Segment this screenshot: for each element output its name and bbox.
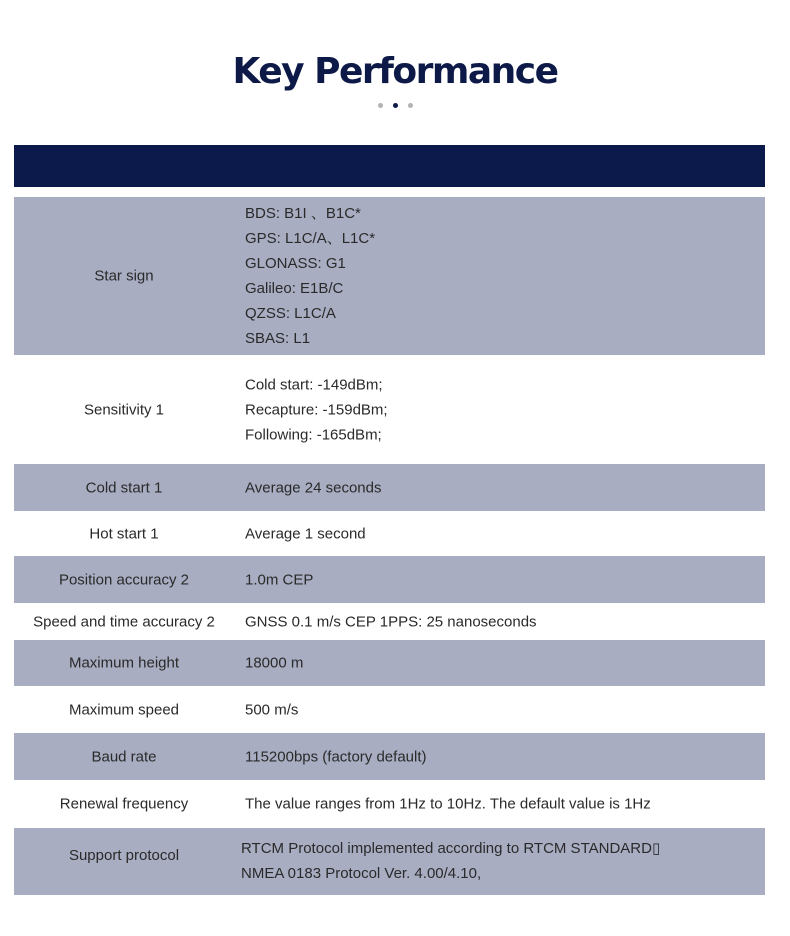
- spec-row-baud-rate: [14, 733, 765, 780]
- spec-row-sensitivity: [14, 355, 765, 464]
- spec-label: Renewal frequency: [59, 795, 189, 813]
- spec-value-line: GLONASS: G1: [245, 255, 346, 272]
- spec-value-line: Cold start: -149dBm;: [245, 376, 383, 393]
- spec-row-support-protocol: [14, 828, 765, 895]
- spec-label: Position accuracy 2: [58, 571, 190, 588]
- spec-value: GNSS 0.1 m/s CEP 1PPS: 25 nanoseconds: [245, 613, 537, 630]
- carousel-dots: [0, 103, 790, 109]
- spec-value-line: QZSS: L1C/A: [245, 305, 336, 322]
- spec-value: 1.0m CEP: [245, 571, 314, 588]
- spec-row-speed-time-accuracy: [14, 603, 765, 640]
- spec-value: [241, 836, 660, 886]
- spec-value: 115200bps (factory default): [245, 748, 427, 765]
- spec-label: Cold start 1: [85, 479, 163, 496]
- spec-label: Star sign: [94, 267, 154, 285]
- spec-value: The value ranges from 1Hz to 10Hz. The default value is 1Hz: [245, 795, 651, 813]
- spec-label: Speed and time accuracy 2: [33, 613, 215, 630]
- spec-label: Sensitivity 1: [83, 401, 165, 418]
- spec-row-renewal-frequency: [14, 780, 765, 828]
- spec-value-line: RTCM Protocol implemented according to RTCM STANDARD▯: [241, 840, 661, 857]
- page-title: Key Performance: [232, 51, 558, 92]
- spec-value: Average 24 seconds: [245, 479, 382, 496]
- spec-value: Average 1 second: [245, 525, 366, 542]
- spec-label: Support protocol: [68, 847, 180, 864]
- spec-value: [245, 372, 388, 447]
- spec-row-star-sign: [14, 197, 765, 355]
- carousel-dot-active[interactable]: [393, 103, 398, 108]
- spec-label: Baud rate: [91, 748, 157, 765]
- spec-row-maximum-speed: [14, 686, 765, 733]
- spec-value: 500 m/s: [245, 701, 299, 718]
- spec-value-line: BDS: B1I 、B1C*: [245, 205, 361, 222]
- spec-value-line: SBAS: L1: [245, 330, 311, 347]
- spec-row-maximum-height: [14, 640, 765, 686]
- spec-row-cold-start: [14, 464, 765, 511]
- carousel-dot[interactable]: [408, 103, 413, 108]
- spec-value-line: Recapture: -159dBm;: [245, 401, 388, 418]
- spec-label: Maximum height: [68, 654, 180, 672]
- spec-value-line: Galileo: E1B/C: [245, 280, 344, 297]
- spec-value: 18000 m: [245, 654, 304, 672]
- carousel-dot[interactable]: [378, 103, 383, 108]
- spec-row-hot-start: [14, 511, 765, 556]
- spec-value-line: GPS: L1C/A、L1C*: [245, 230, 376, 247]
- spec-value-line: NMEA 0183 Protocol Ver. 4.00/4.10,: [241, 865, 482, 882]
- spec-value-line: Following: -165dBm;: [245, 426, 382, 443]
- spec-label: Maximum speed: [68, 701, 180, 718]
- spec-row-position-accuracy: [14, 556, 765, 603]
- table-header-bar: [14, 145, 765, 187]
- spec-label: Hot start 1: [89, 525, 159, 542]
- spec-value: [245, 201, 375, 351]
